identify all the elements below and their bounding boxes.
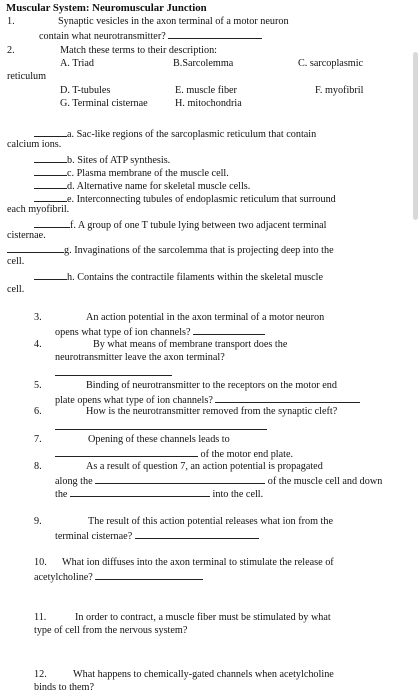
q8-answer-blank-1[interactable] bbox=[95, 474, 265, 484]
q10-question: acetylcholine? bbox=[34, 572, 93, 583]
desc-a-line1 bbox=[34, 127, 316, 141]
q3-answer-blank[interactable] bbox=[193, 325, 265, 335]
q4-answer-row bbox=[55, 366, 172, 380]
term-d: D. T-tubules bbox=[60, 85, 111, 96]
desc-f-line2: cisternae. bbox=[7, 230, 46, 241]
q4-text-line2: neurotransmitter leave the axon terminal? bbox=[55, 352, 225, 363]
desc-f-line1 bbox=[34, 218, 327, 232]
q8-answer-blank-2[interactable] bbox=[70, 487, 210, 497]
desc-b-text: b. Sites of ATP synthesis. bbox=[67, 155, 171, 166]
desc-g-line2: cell. bbox=[7, 256, 25, 267]
term-c: C. sarcoplasmic bbox=[298, 58, 364, 69]
q9-text-line1: The result of this action potential releases what ion from the bbox=[88, 516, 333, 527]
q7-text-suffix: of the motor end plate. bbox=[200, 449, 294, 460]
q9-number: 9. bbox=[34, 516, 42, 527]
q1-text-line2 bbox=[39, 29, 262, 43]
desc-e-line1 bbox=[34, 192, 336, 206]
q5-text-line1: Binding of neurotransmitter to the receptors on the motor end bbox=[86, 380, 337, 391]
desc-g-text: g. Invaginations of the sarcolemma that is projecting deep into the bbox=[64, 245, 334, 256]
q8-text-line3 bbox=[55, 487, 263, 501]
desc-e-line2: each myofibril. bbox=[7, 204, 70, 215]
desc-c-blank[interactable] bbox=[34, 166, 67, 176]
desc-b-blank[interactable] bbox=[34, 153, 67, 163]
term-e: E. muscle fiber bbox=[175, 85, 237, 96]
desc-f-text: f. A group of one T tubule lying between two adjacent terminal bbox=[70, 220, 327, 231]
q4-answer-blank[interactable] bbox=[55, 366, 172, 376]
q9-question: terminal cisternae? bbox=[55, 531, 133, 542]
q8-along-the: along the bbox=[55, 476, 93, 487]
q8-text-middle: of the muscle cell and down bbox=[267, 476, 383, 487]
q7-answer-blank[interactable] bbox=[55, 447, 198, 457]
term-f: F. myofibril bbox=[315, 85, 364, 96]
term-g: G. Terminal cisternae bbox=[60, 98, 148, 109]
desc-c-text: c. Plasma membrane of the muscle cell. bbox=[67, 168, 229, 179]
q10-text-line1: What ion diffuses into the axon terminal to stimulate the release of bbox=[62, 557, 334, 568]
q12-number: 12. bbox=[34, 669, 47, 680]
term-a: A. Triad bbox=[60, 58, 94, 69]
q5-number: 5. bbox=[34, 380, 42, 391]
q5-question: plate opens what type of ion channels? bbox=[55, 395, 213, 406]
q11-text-line1: In order to contract, a muscle fiber must be stimulated by what bbox=[75, 612, 331, 623]
q3-question: opens what type of ion channels? bbox=[55, 327, 191, 338]
q1-text-line1: Synaptic vesicles in the axon terminal of a motor neuron bbox=[58, 16, 289, 27]
q3-text-line1: An action potential in the axon terminal of a motor neuron bbox=[86, 312, 325, 323]
q5-answer-blank[interactable] bbox=[215, 393, 360, 403]
q9-text-line2 bbox=[55, 529, 259, 543]
desc-h-line2: cell. bbox=[7, 284, 25, 295]
q8-the: the bbox=[55, 489, 68, 500]
q3-text-line2 bbox=[55, 325, 265, 339]
term-h: H. mitochondria bbox=[175, 98, 242, 109]
q10-number: 10. bbox=[34, 557, 47, 568]
q9-answer-blank[interactable] bbox=[135, 529, 259, 539]
term-b: B.Sarcolemma bbox=[173, 58, 234, 69]
desc-a-text: a. Sac-like regions of the sarcoplasmic reticulum that contain bbox=[67, 129, 317, 140]
desc-h-line1 bbox=[34, 270, 323, 284]
q10-answer-blank[interactable] bbox=[95, 570, 203, 580]
q4-text-line1: By what means of membrane transport does the bbox=[93, 339, 288, 350]
q2-number: 2. bbox=[7, 45, 15, 56]
desc-d-blank[interactable] bbox=[34, 179, 67, 189]
desc-g-line1 bbox=[7, 243, 334, 257]
q2-prompt: Match these terms to their description: bbox=[60, 45, 218, 56]
q6-answer-blank[interactable] bbox=[55, 420, 267, 430]
desc-h-text: h. Contains the contractile filaments within the skeletal muscle bbox=[67, 272, 324, 283]
q11-number: 11. bbox=[34, 612, 47, 623]
q10-text-line2 bbox=[34, 570, 203, 584]
desc-a-line2: calcium ions. bbox=[7, 139, 62, 150]
desc-g-blank[interactable] bbox=[7, 243, 64, 253]
desc-h-blank[interactable] bbox=[34, 270, 67, 280]
q1-answer-blank[interactable] bbox=[168, 29, 262, 39]
q7-text-line1: Opening of these channels leads to bbox=[88, 434, 230, 445]
q7-number: 7. bbox=[34, 434, 42, 445]
q8-number: 8. bbox=[34, 461, 42, 472]
q12-text-line2: binds to them? bbox=[34, 682, 94, 693]
desc-a-blank[interactable] bbox=[34, 127, 67, 137]
term-c-continued: reticulum bbox=[7, 71, 47, 82]
q8-text-line1: As a result of question 7, an action potential is propagated bbox=[86, 461, 323, 472]
q11-text-line2: type of cell from the nervous system? bbox=[34, 625, 188, 636]
q12-text-line1: What happens to chemically-gated channels when acetylcholine bbox=[73, 669, 334, 680]
desc-d-text: d. Alternative name for skeletal muscle cells. bbox=[67, 181, 251, 192]
q7-text-line2 bbox=[55, 447, 293, 461]
vertical-scrollbar[interactable] bbox=[413, 52, 418, 220]
q3-number: 3. bbox=[34, 312, 42, 323]
desc-f-blank[interactable] bbox=[34, 218, 70, 228]
desc-e-text: e. Interconnecting tubules of endoplasmic reticulum that surround bbox=[67, 194, 336, 205]
q8-text-end: into the cell. bbox=[212, 489, 264, 500]
q4-number: 4. bbox=[34, 339, 42, 350]
q1-question: contain what neurotransmitter? bbox=[39, 31, 166, 42]
q6-answer-row bbox=[55, 420, 267, 434]
q1-number: 1. bbox=[7, 16, 15, 27]
q6-text-line1: How is the neurotransmitter removed from the synaptic cleft? bbox=[86, 406, 338, 417]
q6-number: 6. bbox=[34, 406, 42, 417]
page-title: Muscular System: Neuromuscular Junction bbox=[6, 2, 207, 14]
desc-e-blank[interactable] bbox=[34, 192, 67, 202]
